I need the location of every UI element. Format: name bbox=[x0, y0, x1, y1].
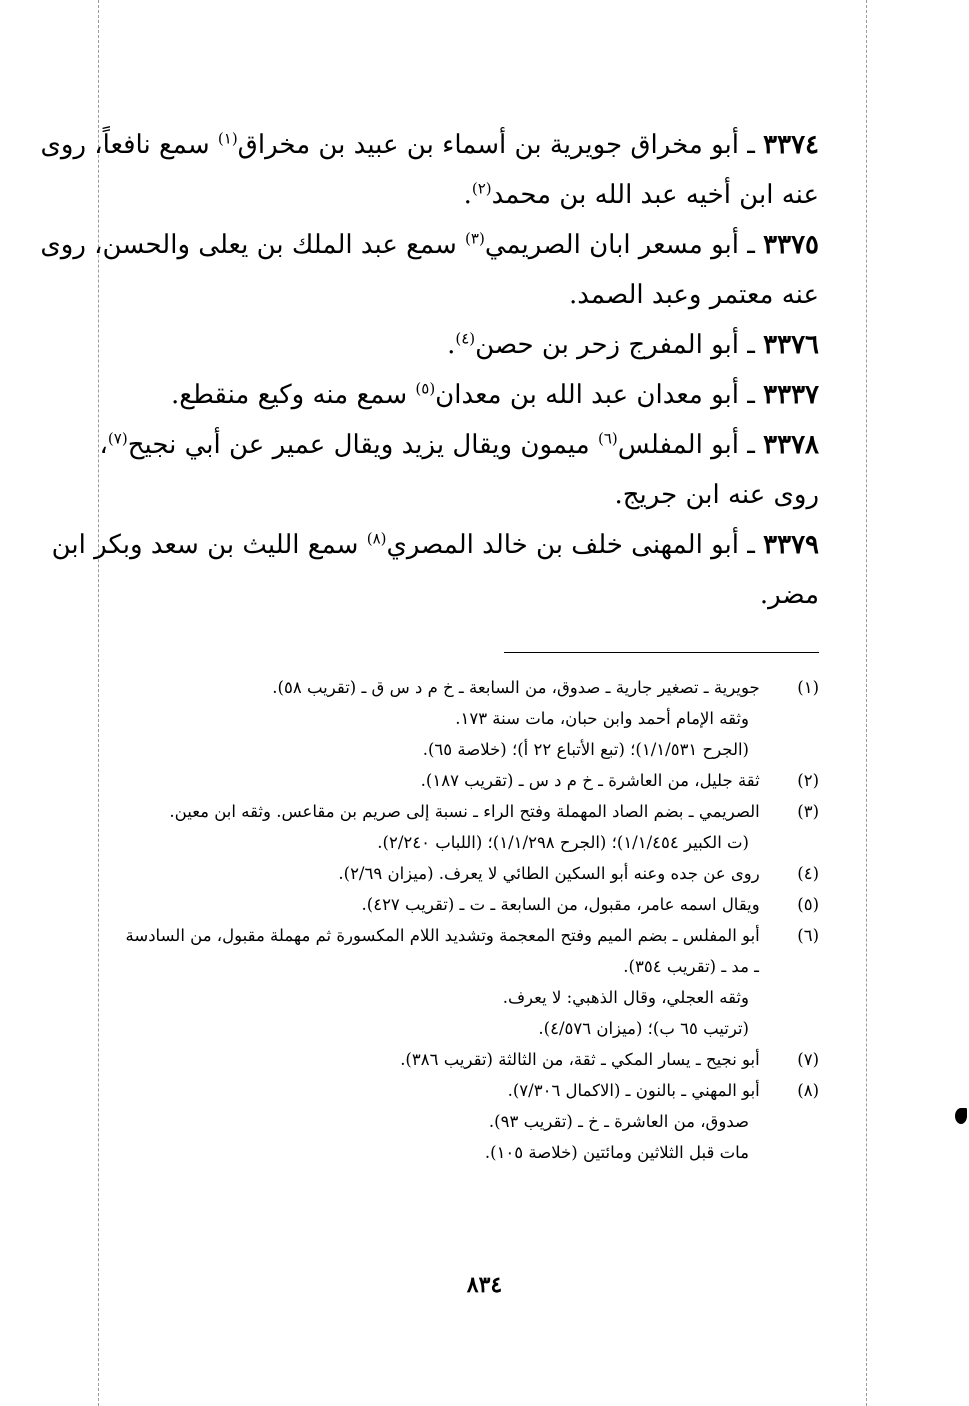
footnote-ref: (٤) bbox=[455, 329, 476, 348]
footnote-number: (٢) bbox=[797, 771, 819, 790]
footnote-ref: (٧) bbox=[107, 429, 128, 448]
entry-text: سمع عبد الملك بن يعلى والحسن، روى bbox=[40, 230, 457, 260]
entry-3337: ٣٣٣٧ ـ أبو معدان عبد الله بن معدان$^{(٥)}$ سمع منه وكيع منقطع. bbox=[170, 379, 819, 410]
entry-number: ٣٣٧٦ bbox=[763, 330, 819, 360]
entries-list bbox=[40, 120, 819, 620]
entry-text: عنه ابن أخيه عبد الله بن محمد bbox=[491, 180, 819, 210]
footnote-number: (٧) bbox=[797, 1050, 819, 1069]
entry-text: سمع منه وكيع منقطع. bbox=[170, 380, 408, 410]
entry-text: مضر. bbox=[759, 580, 819, 610]
footnote-ref: (٦) bbox=[597, 429, 618, 448]
entry-number: ٣٣٧٥ bbox=[763, 230, 819, 260]
entry-number: ٣٣٧٤ bbox=[763, 130, 819, 160]
footnote-ref: (٣) bbox=[465, 229, 485, 248]
footnote-text: الصريمي ـ بضم الصاد المهملة وفتح الراء ـ نسبة إلى صريم بن مقاعس. وثقه ابن معين. bbox=[169, 802, 760, 821]
entry-text: أبو معدان عبد الله بن معدان bbox=[435, 380, 739, 410]
footnote-text: ثقة جليل، من العاشرة ـ خ م د س ـ (تقريب ١٨٧). bbox=[420, 771, 760, 790]
footnote-text: ويقال اسمه عامر، مقبول، من السابعة ـ ت ـ (تقريب ٤٢٧). bbox=[361, 895, 760, 914]
entry-text: أبو المفرج زحر بن حصن bbox=[475, 330, 739, 360]
entry-text: أبو المهنى خلف بن خالد المصري bbox=[386, 530, 739, 560]
scan-guide-line-left bbox=[98, 0, 99, 1406]
footnote-text: ـ مد ـ (تقريب ٣٥٤). bbox=[623, 957, 759, 976]
footnote-5 bbox=[129, 889, 819, 920]
page-number: ٨٣٤ bbox=[466, 1272, 503, 1298]
footnote-text: (ترتيب ٦٥ ب)؛ (ميزان ٤/٥٧٦). bbox=[538, 1019, 749, 1038]
footnote-text: جويرية ـ تصغير جارية ـ صدوق، من السابعة ـ خ م د س ق ـ (تقريب ٥٨). bbox=[272, 678, 760, 697]
footnote-text: (الجرح ١/١/٥٣١)؛ (تبع الأتباع ٢٢ أ)؛ (خلاصة ٦٥). bbox=[422, 740, 749, 759]
entry-text: أبو المفلس bbox=[617, 430, 739, 460]
entry-3374: ٣٣٧٤ ـ أبو مخراق جويرية بن أسماء بن عبيد بن مخراق$^{(١)}$ سمع نافعاً، روى عنه ابن أخيه عبد الله بن محمد$^{(٢)}$. bbox=[40, 129, 819, 210]
footnote-1 bbox=[129, 672, 819, 765]
footnote-text: وثقه العجلي، وقال الذهبي: لا يعرف. bbox=[502, 988, 749, 1007]
footnote-text: أبو المهني ـ بالنون ـ (الاكمال ٧/٣٠٦). bbox=[507, 1081, 760, 1100]
entry-number: ٣٣٧٨ bbox=[763, 430, 819, 460]
footnote-2 bbox=[129, 765, 819, 796]
entry-text: أبو مخراق جويرية بن أسماء بن عبيد بن مخراق bbox=[237, 130, 739, 160]
footnote-3 bbox=[129, 796, 819, 858]
entry-3379: ٣٣٧٩ ـ أبو المهنى خلف بن خالد المصري$^{(٨)}$ سمع الليث بن سعد وبكر ابن مضر. bbox=[51, 529, 819, 610]
footnote-6 bbox=[125, 920, 819, 1044]
entry-text: عنه معتمر وعبد الصمد. bbox=[569, 280, 819, 310]
footnote-ref: (٢) bbox=[471, 179, 492, 198]
footnote-text: مات قبل الثلاثين ومائتين (خلاصة ١٠٥). bbox=[484, 1143, 749, 1162]
entry-text: سمع الليث بن سعد وبكر ابن bbox=[51, 530, 359, 560]
footnote-number: (٦) bbox=[797, 926, 819, 945]
footnote-4 bbox=[129, 858, 819, 889]
footnote-ref: (٥) bbox=[415, 379, 436, 398]
footnote-number: (٤) bbox=[797, 864, 819, 883]
footnote-text: صدوق، من العاشرة ـ خ ـ (تقريب ٩٣). bbox=[488, 1112, 749, 1131]
footnote-number: (٨) bbox=[797, 1081, 819, 1100]
footnote-text: أبو المفلس ـ بضم الميم وفتح المعجمة وتشديد اللام المكسورة ثم مهملة مقبول، من السادسة bbox=[125, 926, 760, 945]
footnote-text: روى عن جده وعنه أبو السكين الطائي لا يعرف. (ميزان ٢/٦٩). bbox=[338, 864, 760, 883]
footnote-8 bbox=[129, 1075, 819, 1168]
footnote-ref: (٨) bbox=[366, 529, 387, 548]
footnote-text: أبو نجيح ـ يسار المكي ـ ثقة، من الثالثة (تقريب ٣٨٦). bbox=[400, 1050, 760, 1069]
footnote-7 bbox=[129, 1044, 819, 1075]
entry-3378: ٣٣٧٨ ـ أبو المفلس$^{(٦)}$ ميمون ويقال يزيد ويقال عمير عن أبي نجيح$^{(٧)}$، روى عنه ابن جريج. bbox=[99, 429, 819, 510]
footnote-number: (١) bbox=[797, 678, 819, 697]
entry-text: أبو مسعر ابان الصريمي bbox=[484, 230, 739, 260]
entry-text: سمع نافعاً، روى bbox=[40, 130, 210, 160]
footnotes bbox=[125, 672, 819, 1168]
scan-guide-line-right bbox=[866, 0, 867, 1406]
entry-text: ميمون ويقال يزيد ويقال عمير عن أبي نجيح bbox=[127, 430, 590, 460]
entry-3375: ٣٣٧٥ ـ أبو مسعر ابان الصريمي$^{(٣)}$ سمع عبد الملك بن يعلى والحسن، روى عنه معتمر وعبد الصمد. bbox=[40, 229, 819, 310]
footnote-text: وثقه الإمام أحمد وابن حبان، مات سنة ١٧٣. bbox=[455, 709, 749, 728]
footnote-separator bbox=[504, 652, 819, 653]
footnote-number: (٥) bbox=[797, 895, 819, 914]
footnote-ref: (١) bbox=[217, 129, 238, 148]
entry-number: ٣٣٣٧ bbox=[763, 380, 819, 410]
entry-number: ٣٣٧٩ bbox=[763, 530, 819, 560]
entry-3376: ٣٣٧٦ ـ أبو المفرج زحر بن حصن$^{(٤)}$. bbox=[447, 329, 819, 360]
scan-mark bbox=[955, 1108, 967, 1124]
entry-text: روى عنه ابن جريج. bbox=[614, 480, 819, 510]
footnote-text: (ت الكبير ١/١/٤٥٤)؛ (الجرح ١/١/٢٩٨)؛ (اللباب ٢/٢٤٠). bbox=[377, 833, 749, 852]
footnote-number: (٣) bbox=[797, 802, 819, 821]
